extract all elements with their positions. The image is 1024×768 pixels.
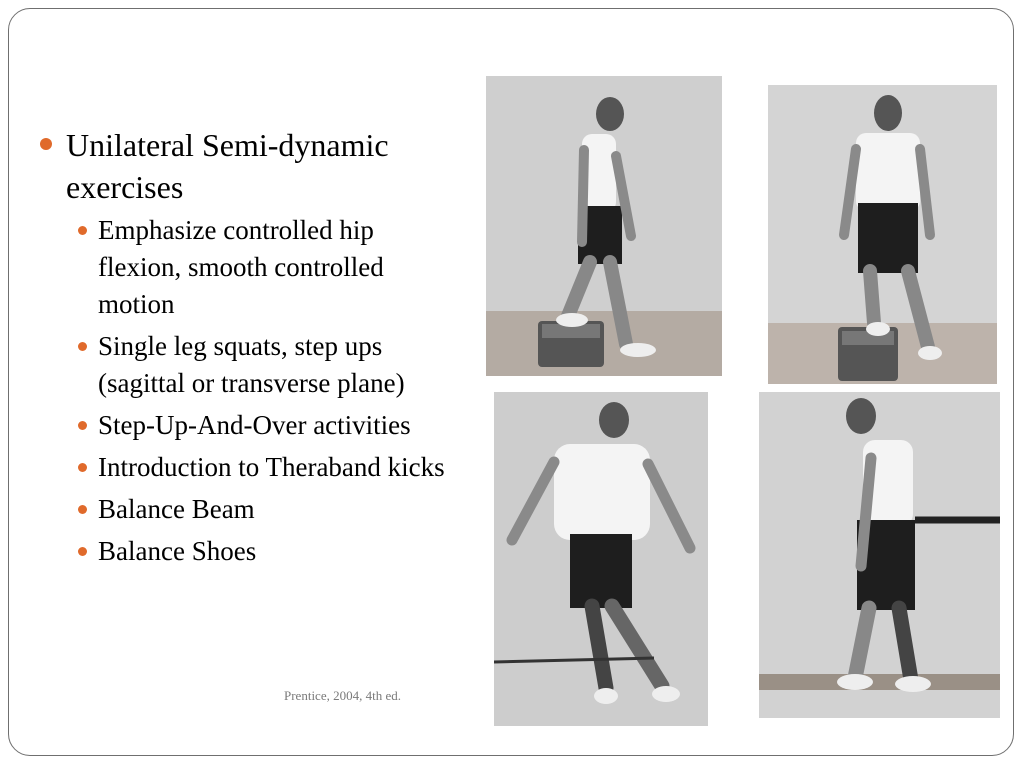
slide-content	[36, 124, 456, 575]
sub-bullet-item	[78, 328, 458, 402]
sub-bullet-text: Single leg squats, step ups (sagittal or transverse plane)	[98, 331, 405, 398]
step-up-side-photo-icon	[486, 76, 722, 376]
step-up-side-photo	[486, 76, 722, 376]
theraband-kick-photo-icon	[494, 392, 708, 726]
main-bullet-text: Unilateral Semi-dynamic exercises	[66, 127, 389, 205]
sub-bullet-item	[78, 407, 458, 444]
sub-bullet-list	[36, 212, 456, 570]
main-bullet	[36, 124, 456, 208]
balance-beam-band-photo	[759, 392, 1000, 718]
bullet-dot-icon	[78, 505, 87, 514]
bullet-dot-icon	[78, 421, 87, 430]
balance-beam-band-photo-icon	[759, 392, 1000, 718]
step-up-front-photo-icon	[768, 85, 997, 384]
bullet-dot-icon	[78, 342, 87, 351]
bullet-dot-icon	[40, 138, 52, 150]
sub-bullet-item	[78, 212, 458, 323]
bullet-dot-icon	[78, 547, 87, 556]
bullet-dot-icon	[78, 463, 87, 472]
bullet-dot-icon	[78, 226, 87, 235]
theraband-kick-photo	[494, 392, 708, 726]
sub-bullet-item	[78, 491, 458, 528]
step-up-front-photo	[768, 85, 997, 384]
sub-bullet-item	[78, 533, 458, 570]
sub-bullet-text: Balance Beam	[98, 494, 255, 524]
sub-bullet-text: Emphasize controlled hip flexion, smooth controlled motion	[98, 215, 384, 319]
citation-text: Prentice, 2004, 4th ed.	[284, 688, 401, 703]
sub-bullet-text: Introduction to Theraband kicks	[98, 452, 445, 482]
sub-bullet-text: Step-Up-And-Over activities	[98, 410, 411, 440]
sub-bullet-item	[78, 449, 458, 486]
sub-bullet-text: Balance Shoes	[98, 536, 257, 566]
